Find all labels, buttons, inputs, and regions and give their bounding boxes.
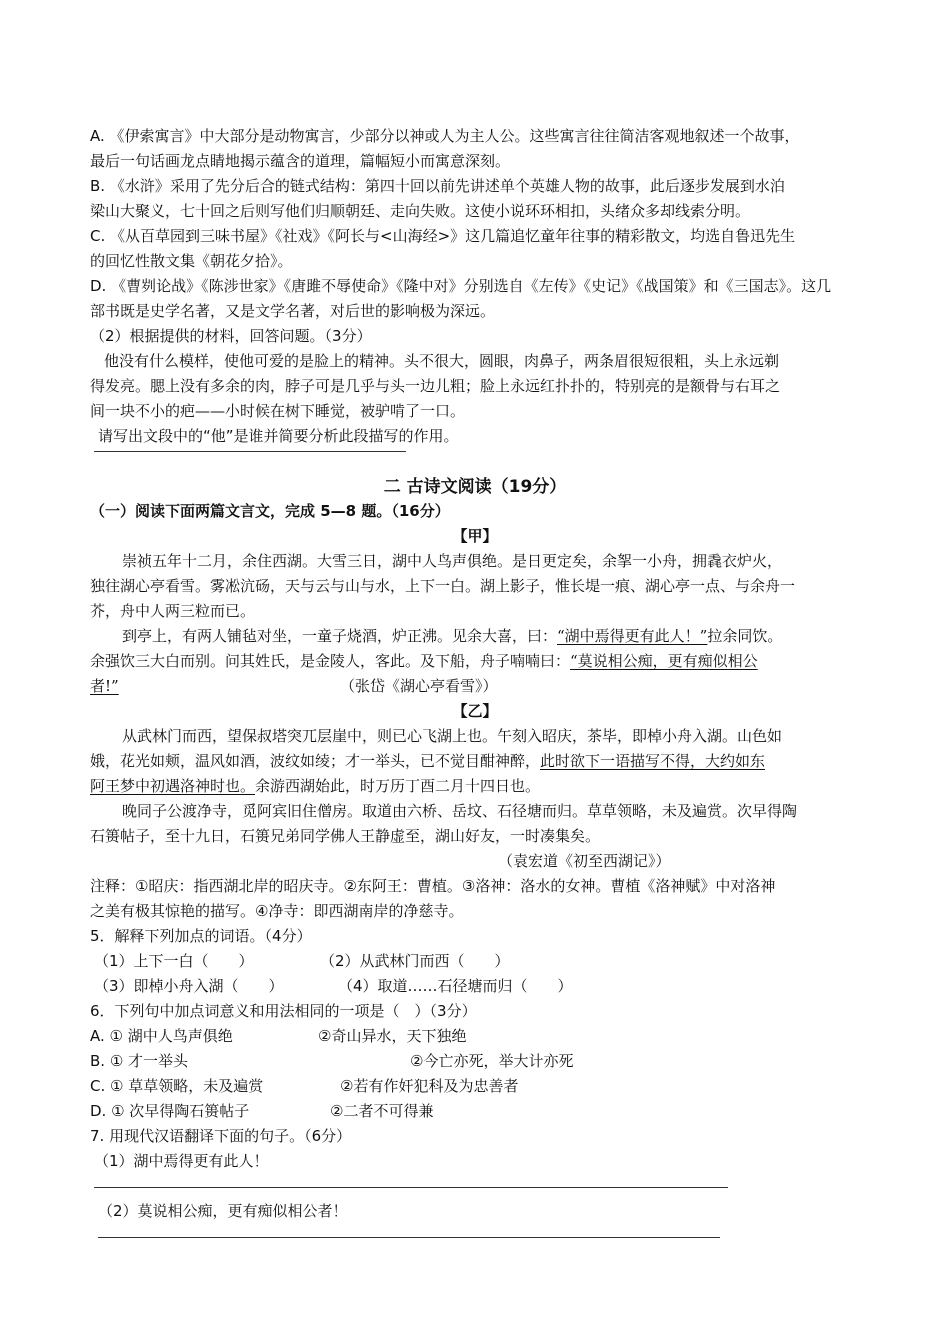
question-2-prompt: 请写出文段中的“他”是谁并简要分析此段描写的作用。 [98, 427, 459, 445]
q7-sentence-1: （1）湖中焉得更有此人！ [94, 1152, 269, 1170]
yi-text: 娥，花光如颊，温风如酒，波纹如绫；才一举头，已不觉目酣神醉， [90, 752, 541, 770]
section-title: 二 古诗文阅读（19分） [383, 477, 567, 497]
question-2: （2）根据提供的材料，回答问题。（3分） [90, 327, 372, 345]
yi-p2-line2: 石篑帖子，至十九日，石篑兄弟同学佛人王静虚至，湖山好友，一时凑集矣。 [90, 827, 601, 845]
q5-item-1: （1）上下一白（ ） [94, 952, 254, 970]
q6-option-c: C. ① 草草领略，未及遍赏 [90, 1077, 264, 1095]
jia-p2-line3 [90, 674, 119, 698]
option-a-line1: A. 《伊索寓言》中大部分是动物寓言，少部分以神或人为主人公。这些寓言往往简洁客观地叙述一个故事， [90, 127, 800, 145]
option-a-line2: 最后一句话画龙点睛地揭示蕴含的道理，篇幅短小而寓意深刻。 [90, 152, 511, 170]
passage-line3: 间一块不小的疤——小时候在树下睡觉，被驴啃了一口。 [90, 402, 466, 420]
jia-p1-line1: 崇祯五年十二月，余住西湖。大雪三日，湖中人鸟声俱绝。是日更定矣，余挐一小舟，拥毳衣炉火， [122, 552, 783, 570]
notes-line1: 注释：①昭庆：指西湖北岸的昭庆寺。②东阿王：曹植。③洛神：洛水的女神。曹植《洛神赋》中对洛神 [90, 877, 776, 895]
jia-text: 拉余同饮。 [707, 627, 783, 645]
yi-p1-line2 [90, 749, 765, 773]
q7-answer-line-2[interactable] [98, 1237, 720, 1238]
jia-underlined-quote-2-end: 者!” [90, 677, 119, 695]
yi-underlined-sentence-end: 阿王梦中初遇洛神时也。 [90, 777, 256, 795]
jia-p2-line1 [122, 624, 782, 648]
option-c-line1: C. 《从百草园到三味书屋》《社戏》《阿长与<山海经>》这几篇追忆童年往事的精彩散文，均选自鲁迅先生 [90, 227, 796, 245]
passage-line2: 得发亮。腮上没有多余的肉，脖子可是几乎与头一边儿粗；脸上永远红扑扑的，特别亮的是额骨与右耳之 [90, 377, 781, 395]
q7-sentence-2: （2）莫说相公痴，更有痴似相公者！ [98, 1202, 348, 1220]
jia-text: 到亭上，有两人铺毡对坐，一童子烧酒，炉正沸。见余大喜，曰： [122, 627, 558, 645]
q5-item-2: （2）从武林门而西（ ） [320, 952, 510, 970]
jia-p2-line2 [90, 649, 758, 673]
jia-text: 余强饮三大白而别。问其姓氏，是金陵人，客此。及下船，舟子喃喃曰： [90, 652, 571, 670]
jia-p1-line2: 独往湖心亭看雪。雾凇沆砀，天与云与山与水，上下一白。湖上影子，惟长堤一痕、湖心亭一点、与余舟一 [90, 577, 796, 595]
q5-item-4: （4）取道……石径塘而归（ ） [338, 977, 573, 995]
jia-underlined-quote-1: “湖中焉得更有此人！” [557, 627, 708, 645]
yi-text: 余游西湖始此，时万历丁酉二月十四日也。 [255, 777, 541, 795]
q6-option-a-2: ②奇山异水，天下独绝 [318, 1027, 467, 1045]
yi-p1-line1: 从武林门而西，望保叔塔突兀层崖中，则已心飞湖上也。午刻入昭庆，茶毕，即棹小舟入湖。山色如 [122, 727, 783, 745]
q6-option-b: B. ① 才一举头 [90, 1052, 189, 1070]
option-b-line1: B. 《水浒》采用了先分后合的链式结构：第四十回以前先讲述单个英雄人物的故事，此后逐步发展到水泊 [90, 177, 785, 195]
q6-option-d-2: ②二者不可得兼 [330, 1102, 434, 1120]
jia-p1-line3: 芥，舟中人两三粒而已。 [90, 602, 256, 620]
yi-source: （袁宏道《初至西湖记》） [498, 852, 671, 870]
option-b-line2: 梁山大聚义，七十回之后则写他们归顺朝廷、走向失败。这使小说环环相扣，头绪众多却线索分明。 [90, 202, 751, 220]
yi-p2-line1: 晚同子公渡净寺，觅阿宾旧住僧房。取道由六桥、岳坟、石径塘而归。草草领略，未及遍赏。次早得陶 [122, 802, 798, 820]
q6-stem: 6．下列句中加点词意义和用法相同的一项是（ ）（3分） [90, 1002, 477, 1020]
passage-jia-label: 【甲】 [452, 527, 498, 545]
option-d-line2: 部书既是史学名著，又是文学名著，对后世的影响极为深远。 [90, 302, 496, 320]
yi-underlined-sentence: 此时欲下一语描写不得，大约如东 [540, 752, 766, 770]
jia-source: （张岱《湖心亭看雪》） [340, 677, 498, 695]
q6-option-a: A. ① 湖中人鸟声俱绝 [90, 1027, 233, 1045]
q6-option-d: D. ① 次早得陶石篑帖子 [90, 1102, 250, 1120]
q5-stem: 5．解释下列加点的词语。（4分） [90, 927, 312, 945]
notes-line2: 之美有极其惊艳的描写。④净寺：即西湖南岸的净慈寺。 [90, 902, 464, 920]
yi-p1-line3 [90, 774, 540, 798]
q6-option-b-2: ②今亡亦死，举大计亦死 [410, 1052, 574, 1070]
answer-line[interactable] [94, 451, 406, 452]
q7-answer-line-1[interactable] [94, 1187, 728, 1188]
q6-option-c-2: ②若有作奸犯科及为忠善者 [340, 1077, 519, 1095]
q7-stem: 7. 用现代汉语翻译下面的句子。（6分） [90, 1127, 352, 1145]
section-subtitle: （一）阅读下面两篇文言文，完成 5—8 题。（16分） [90, 502, 450, 520]
q5-item-3: （3）即棹小舟入湖（ ） [94, 977, 284, 995]
passage-line1: 他没有什么模样，使他可爱的是脸上的精神。头不很大，圆眼，肉鼻子，两条眉很短很粗，头上永远剃 [104, 352, 780, 370]
option-d-line1: D. 《曹刿论战》《陈涉世家》《唐雎不辱使命》《隆中对》分别选自《左传》《史记》《战国策》和《三国志》。这几 [90, 277, 832, 295]
jia-underlined-quote-2: “莫说相公痴，更有痴似相公 [570, 652, 758, 670]
option-c-line2: 的回忆性散文集《朝花夕拾》。 [90, 252, 293, 270]
passage-yi-label: 【乙】 [452, 702, 498, 720]
